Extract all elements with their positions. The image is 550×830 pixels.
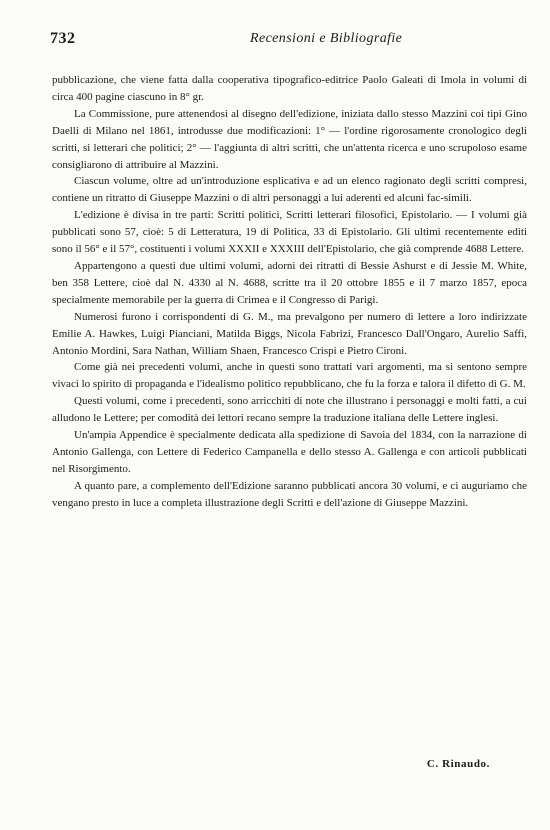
paragraph-correspondents: Numerosi furono i corrispondenti di G. M., ma prevalgono per numero di lettere a loro indirizzate Emilie A. Hawkes, Luigi Pianciani, Matilda Biggs, Nicola Fabrizi, Francesco Dall'Ongaro, Aurelio Saffi, Antonio Mordini, Sara Nathan, William Shaen, Francesco Crispi e Pietro Cironi. [52,310,527,357]
author-signature: C. Rinaudo. [426,758,490,770]
paragraph-publication: pubblicazione, che viene fatta dalla cooperativa tipografico-editrice Paolo Galeati di Imola in volumi di circa 400 pagine ciascuno in 8° gr. [52,74,527,103]
page-number: 732 [50,30,76,47]
paragraph-arguments: Come già nei precedenti volumi, anche in questi sono trattati vari argomenti, ma si sentono sempre vivaci lo spirito di propaganda e l'idealismo politico repubblicano, che fu la forza e talora il difetto di G. M. [52,361,527,391]
paragraph-volume-contents: Ciascun volume, oltre ad un'introduzione esplicativa e ad un elenco ragionato degli scritti compresi, contiene un ritratto di Giuseppe Mazzini o di altri personaggi a lui aderenti ed alcuni fac-simili. [52,175,527,205]
running-head: Recensioni e Bibliografie [250,31,403,46]
review-body [52,72,527,512]
paragraph-notes: Questi volumi, come i precedenti, sono arricchiti di note che illustrano i personaggi e molti fatti, a cui alludono le Lettere; per comodità dei lettori recano sempre la traduzione italiana delle Lettere inglesi. [52,395,527,425]
paragraph-latest-volumes: Appartengono a questi due ultimi volumi, adorni dei ritratti di Bessie Ashurst e di Jessie M. White, ben 358 Lettere, cioè dal N. 4330 al N. 4688, scritte tra il 20 ottobre 1855 e il 7 marzo 1857, epoca specialmente memorabile per la guerra di Crimea e il Congresso di Parigi. [52,259,527,306]
paragraph-commission: La Commissione, pure attenendosi al disegno dell'edizione, iniziata dallo stesso Mazzini coi tipi Gino Daelli di Milano nel 1861, introdusse due modificazioni: 1° — l'ordine rigorosamente cronologico degli scritti, si letterari che politici; 2° — l'aggiunta di altri scritti, che un'attenta ricerca e uno scrupoloso esame consigliarono di attribuire al Mazzini. [52,107,527,171]
paragraph-edition-parts: L'edizione è divisa in tre parti: Scritti politici, Scritti letterari filosofici, Epistolario. — I volumi già pubblicati sono 57, cioè: 5 di Letteratura, 19 di Politica, 33 di Epistolario. Gli ultimi recentemente editi sono il 56° e il 57°, costituenti i volumi XXXII e XXXIII dell'Epistolario, che già comprende 4688 Lettere. [52,209,527,256]
paragraph-future-volumes: A quanto pare, a complemento dell'Edizione saranno pubblicati ancora 30 volumi, e ci auguriamo che vengano presto in luce a completa illustrazione degli Scritti e dell'azione di Giuseppe Mazzini. [52,479,527,509]
paragraph-appendix: Un'ampia Appendice è specialmente dedicata alla spedizione di Savoia del 1834, con la narrazione di Antonio Gallenga, con Lettere di Federico Campanella e dello stesso A. Gallenga e con articoli pubblicati nel Risorgimento. [52,429,527,475]
page-header [50,30,525,52]
